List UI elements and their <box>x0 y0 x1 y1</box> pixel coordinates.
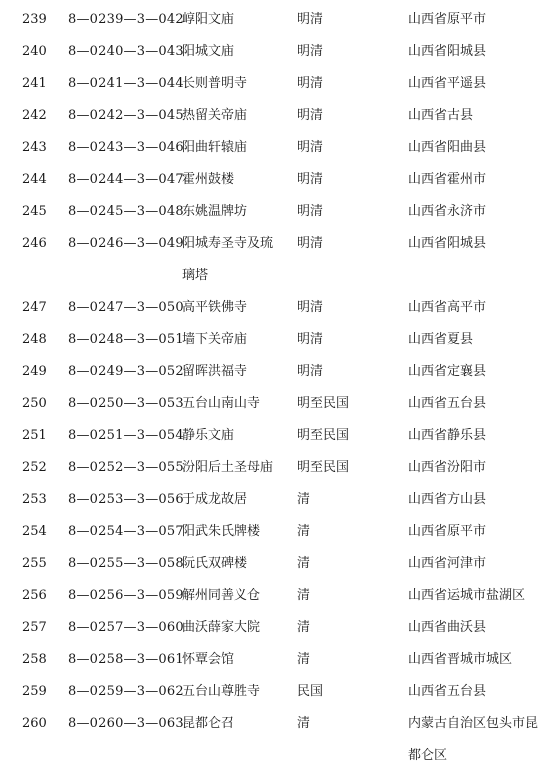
site-name: 霍州鼓楼 <box>182 172 235 187</box>
site-location: 山西省霍州市 <box>408 172 487 187</box>
row-number: 251 <box>22 428 47 443</box>
row-number: 250 <box>22 396 47 411</box>
heritage-code: 8—0252—3—055 <box>68 460 184 475</box>
site-location: 山西省定襄县 <box>408 364 487 379</box>
site-era: 清 <box>297 556 311 571</box>
site-era: 明清 <box>297 332 324 347</box>
heritage-code: 8—0248—3—051 <box>68 332 184 347</box>
site-name: 五台山南山寺 <box>182 396 261 411</box>
site-era: 明清 <box>297 300 324 315</box>
row-number: 247 <box>22 300 47 315</box>
site-name: 怀覃会馆 <box>182 652 235 667</box>
site-era: 明清 <box>297 172 324 187</box>
site-location: 内蒙古自治区包头市昆都仑区 <box>408 716 539 763</box>
heritage-code: 8—0245—3—048 <box>68 204 184 219</box>
site-era: 明至民国 <box>297 428 350 443</box>
site-name: 高平铁佛寺 <box>182 300 248 315</box>
site-name: 东姚温牌坊 <box>182 204 248 219</box>
heritage-code: 8—0254—3—057 <box>68 524 184 539</box>
site-era: 明清 <box>297 236 324 251</box>
site-location: 山西省曲沃县 <box>408 620 487 635</box>
heritage-code: 8—0258—3—061 <box>68 652 184 667</box>
site-name: 阳城寿圣寺及琉璃塔 <box>182 236 274 283</box>
heritage-code: 8—0247—3—050 <box>68 300 184 315</box>
site-era: 明清 <box>297 140 324 155</box>
row-number: 239 <box>22 12 47 27</box>
site-name: 留晖洪福寺 <box>182 364 248 379</box>
row-number: 259 <box>22 684 47 699</box>
heritage-code: 8—0244—3—047 <box>68 172 184 187</box>
heritage-code: 8—0251—3—054 <box>68 428 184 443</box>
site-era: 清 <box>297 716 311 731</box>
row-number: 256 <box>22 588 47 603</box>
site-era: 明清 <box>297 108 324 123</box>
site-location: 山西省汾阳市 <box>408 460 487 475</box>
site-name: 热留关帝庙 <box>182 108 248 123</box>
site-location: 山西省原平市 <box>408 12 487 27</box>
site-location: 山西省河津市 <box>408 556 487 571</box>
heritage-code: 8—0243—3—046 <box>68 140 184 155</box>
site-location: 山西省方山县 <box>408 492 487 507</box>
site-location: 山西省晋城市城区 <box>408 652 513 667</box>
site-name: 阳曲轩辕庙 <box>182 140 248 155</box>
site-era: 明清 <box>297 12 324 27</box>
site-name: 解州同善义仓 <box>182 588 261 603</box>
row-number: 253 <box>22 492 47 507</box>
site-era: 明至民国 <box>297 460 350 475</box>
site-era: 明至民国 <box>297 396 350 411</box>
site-era: 明清 <box>297 364 324 379</box>
site-era: 清 <box>297 652 311 667</box>
site-name: 阳城文庙 <box>182 44 235 59</box>
heritage-code: 8—0246—3—049 <box>68 236 184 251</box>
row-number: 245 <box>22 204 47 219</box>
heritage-code: 8—0256—3—059 <box>68 588 184 603</box>
site-name: 静乐文庙 <box>182 428 235 443</box>
heritage-code: 8—0240—3—043 <box>68 44 184 59</box>
site-location: 山西省阳城县 <box>408 236 487 251</box>
site-name: 昆都仑召 <box>182 716 235 731</box>
site-name: 阮氏双碑楼 <box>182 556 248 571</box>
site-location: 山西省运城市盐湖区 <box>408 588 526 603</box>
heritage-code: 8—0249—3—052 <box>68 364 184 379</box>
site-era: 明清 <box>297 76 324 91</box>
row-number: 241 <box>22 76 47 91</box>
row-number: 248 <box>22 332 47 347</box>
site-era: 清 <box>297 620 311 635</box>
row-number: 246 <box>22 236 47 251</box>
row-number: 249 <box>22 364 47 379</box>
row-number: 258 <box>22 652 47 667</box>
site-name: 曲沃薛家大院 <box>182 620 261 635</box>
site-era: 清 <box>297 524 311 539</box>
heritage-code: 8—0239—3—042 <box>68 12 184 27</box>
row-number: 252 <box>22 460 47 475</box>
heritage-code: 8—0241—3—044 <box>68 76 184 91</box>
row-number: 244 <box>22 172 47 187</box>
site-location: 山西省永济市 <box>408 204 487 219</box>
row-number: 257 <box>22 620 47 635</box>
site-era: 民国 <box>297 684 324 699</box>
site-location: 山西省五台县 <box>408 684 487 699</box>
row-number: 255 <box>22 556 47 571</box>
site-name: 长则普明寺 <box>182 76 248 91</box>
heritage-code: 8—0250—3—053 <box>68 396 184 411</box>
site-name: 于成龙故居 <box>182 492 248 507</box>
heritage-code: 8—0253—3—056 <box>68 492 184 507</box>
row-number: 254 <box>22 524 47 539</box>
site-era: 明清 <box>297 204 324 219</box>
site-location: 山西省原平市 <box>408 524 487 539</box>
row-number: 260 <box>22 716 47 731</box>
site-era: 明清 <box>297 44 324 59</box>
site-location: 山西省五台县 <box>408 396 487 411</box>
site-location: 山西省古县 <box>408 108 474 123</box>
site-name: 墙下关帝庙 <box>182 332 248 347</box>
site-name: 阳武朱氏牌楼 <box>182 524 261 539</box>
site-location: 山西省静乐县 <box>408 428 487 443</box>
site-name: 崞阳文庙 <box>182 12 235 27</box>
heritage-code: 8—0242—3—045 <box>68 108 184 123</box>
site-name: 汾阳后土圣母庙 <box>182 460 274 475</box>
site-era: 清 <box>297 588 311 603</box>
site-location: 山西省平遥县 <box>408 76 487 91</box>
heritage-code: 8—0259—3—062 <box>68 684 184 699</box>
site-name: 五台山尊胜寺 <box>182 684 261 699</box>
site-location: 山西省阳城县 <box>408 44 487 59</box>
row-number: 243 <box>22 140 47 155</box>
site-location: 山西省夏县 <box>408 332 474 347</box>
site-era: 清 <box>297 492 311 507</box>
row-number: 242 <box>22 108 47 123</box>
heritage-code: 8—0257—3—060 <box>68 620 184 635</box>
heritage-code: 8—0255—3—058 <box>68 556 184 571</box>
row-number: 240 <box>22 44 47 59</box>
heritage-code: 8—0260—3—063 <box>68 716 184 731</box>
site-location: 山西省阳曲县 <box>408 140 487 155</box>
site-location: 山西省高平市 <box>408 300 487 315</box>
